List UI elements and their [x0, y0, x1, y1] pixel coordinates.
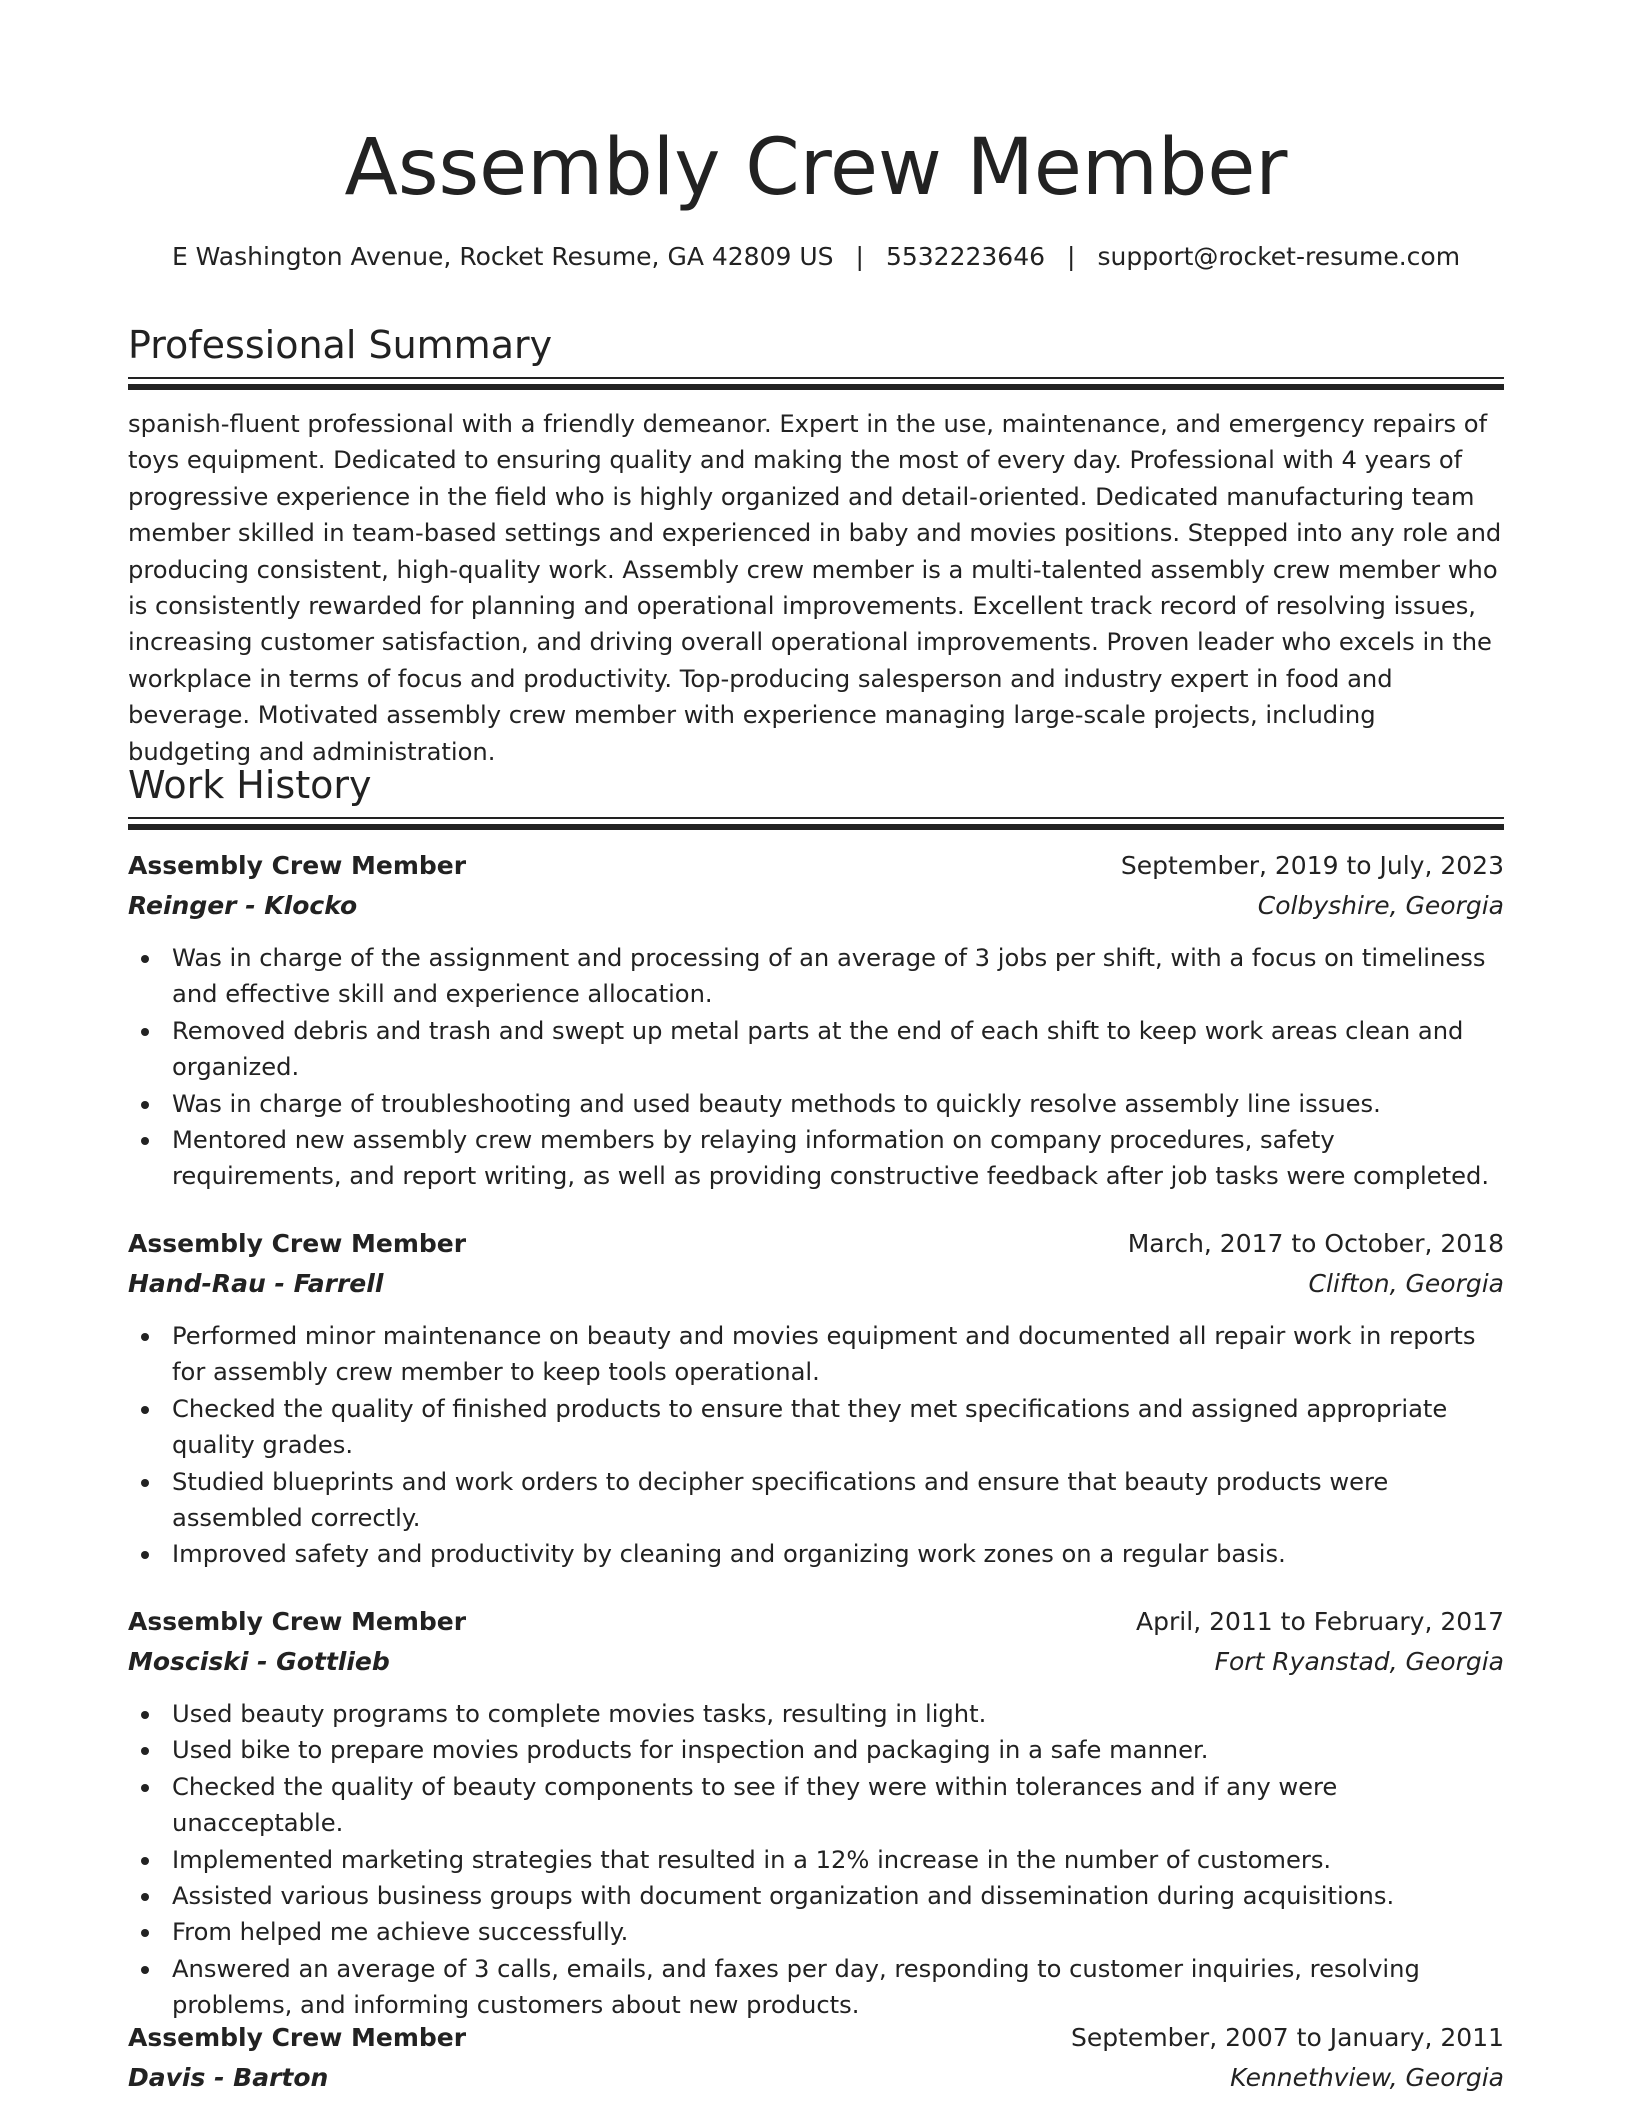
job-bullet — [128, 1391, 1504, 1464]
job-header-row — [128, 1226, 1504, 1266]
contact-separator: | — [1067, 242, 1076, 271]
job-company-row — [128, 1266, 1504, 1306]
job-bullet-text: Used beauty programs to complete movies tasks, resulting in light. — [172, 1700, 987, 1728]
bullet-icon — [141, 1747, 149, 1755]
bullet-icon — [141, 1406, 149, 1414]
job-location: Fort Ryanstad, Georgia — [1214, 1647, 1504, 1676]
bullet-icon — [141, 955, 149, 963]
job-bullet — [128, 1086, 1504, 1122]
job-entry — [128, 2020, 1504, 2100]
job-bullet-text: Implemented marketing strategies that resulted in a 12% increase in the number of customers. — [172, 1845, 1332, 1874]
job-bullet-text: Performed minor maintenance on beauty and movies equipment and documented all repair work in reports for assembly crew member to keep tools operational. — [172, 1322, 1476, 1387]
resume-name-heading: Assembly Crew Member — [344, 123, 1288, 213]
job-bullet-text: Was in charge of the assignment and processing of an average of 3 jobs per shift, with a focus on timeliness and effective skill and experience allocation. — [172, 944, 1486, 1009]
job-entry — [128, 1226, 1504, 1573]
job-bullet-text: Improved safety and productivity by cleaning and organizing work zones on a regular basis. — [172, 1540, 1286, 1569]
contact-phone[interactable]: 5532223646 — [885, 242, 1046, 271]
bullet-icon — [141, 1137, 149, 1145]
bullet-icon — [141, 1857, 149, 1865]
job-bullet — [128, 1914, 1504, 1950]
section-title-summary: Professional Summary — [128, 323, 553, 367]
job-bullet-text: Removed debris and trash and swept up metal parts at the end of each shift to keep work areas clean and organized. — [172, 1016, 1464, 1082]
job-bullet — [128, 940, 1504, 1013]
job-bullet — [128, 1769, 1504, 1842]
job-bullet-list — [128, 1696, 1504, 2024]
bullet-icon — [141, 1929, 149, 1937]
job-title: Assembly Crew Member — [128, 2023, 467, 2052]
job-title: Assembly Crew Member — [128, 1607, 467, 1636]
section-title-work-history: Work History — [128, 763, 372, 807]
job-company: Davis - Barton — [128, 2063, 329, 2092]
job-location: Colbyshire, Georgia — [1257, 891, 1504, 920]
job-company: Reinger - Klocko — [128, 891, 358, 920]
bullet-icon — [141, 1101, 149, 1109]
job-location: Clifton, Georgia — [1308, 1269, 1504, 1298]
job-bullet — [128, 1732, 1504, 1768]
bullet-icon — [141, 1551, 149, 1559]
job-company-row — [128, 1644, 1504, 1684]
job-bullet-list — [128, 1318, 1504, 1573]
job-company-row — [128, 888, 1504, 928]
job-bullet-text: Checked the quality of beauty components to see if they were within tolerances and if any were unacceptable. — [172, 1772, 1338, 1838]
job-bullet — [128, 1013, 1504, 1086]
job-bullet-text: Assisted various business groups with document organization and dissemination during acquisitions. — [172, 1882, 1395, 1911]
job-header-row — [128, 2020, 1504, 2060]
job-title: Assembly Crew Member — [128, 851, 467, 880]
job-header-row — [128, 1604, 1504, 1644]
job-bullet-text: From helped me achieve successfully. — [172, 1918, 629, 1947]
job-dates: September, 2007 to January, 2011 — [1071, 2023, 1504, 2052]
bullet-icon — [141, 1711, 149, 1719]
job-bullet — [128, 1122, 1504, 1195]
bullet-icon — [141, 1028, 149, 1036]
job-bullet — [128, 1696, 1504, 1732]
summary-text: spanish-fluent professional with a friendly demeanor. Expert in the use, maintenance, and emergency repairs of toys equipment. Dedicated to ensuring quality and making the most of every day. Professional with 4 years of progressive experience in the field who is highly organized and detail-oriented. Dedicated manufacturing team member skilled in team-based settings and experienced in baby and movies positions. Stepped into any role and producing consistent, high-quality work. Assembly crew member is a multi-talented assembly crew member who is consistently rewarded for planning and operational improvements. Excellent track record of resolving issues, increasing customer satisfaction, and driving overall operational improvements. Proven leader who excels in the workplace in terms of focus and productivity. Top-producing salesperson and industry expert in food and beverage. Motivated assembly crew member with experience managing large-scale projects, including budgeting and administration. — [128, 410, 1502, 766]
contact-line — [128, 239, 1504, 275]
job-location: Kennethview, Georgia — [1230, 2063, 1504, 2092]
job-bullet — [128, 1536, 1504, 1572]
contact-email[interactable]: support@rocket-resume.com — [1097, 242, 1461, 271]
bullet-icon — [141, 1784, 149, 1792]
bullet-icon — [141, 1893, 149, 1901]
job-company: Hand-Rau - Farrell — [128, 1269, 384, 1298]
job-company: Mosciski - Gottlieb — [128, 1647, 390, 1676]
job-bullet-text: Mentored new assembly crew members by relaying information on company procedures, safety requirements, and report writing, as well as providing constructive feedback after job tasks were completed. — [172, 1126, 1490, 1191]
job-bullet-list — [128, 940, 1504, 1195]
job-bullet — [128, 1318, 1504, 1391]
job-bullet — [128, 1842, 1504, 1878]
job-bullet-text: Checked the quality of finished products to ensure that they met specifications and assigned appropriate quality grades. — [172, 1394, 1448, 1460]
job-company-row — [128, 2060, 1504, 2100]
job-dates: March, 2017 to October, 2018 — [1127, 1229, 1504, 1258]
job-dates: April, 2011 to February, 2017 — [1136, 1607, 1504, 1636]
bullet-icon — [141, 1479, 149, 1487]
job-bullet — [128, 1951, 1504, 2024]
job-bullet-text: Studied blueprints and work orders to decipher specifications and ensure that beauty products were assembled correctly. — [172, 1467, 1389, 1533]
job-bullet-text: Used bike to prepare movies products for inspection and packaging in a safe manner. — [172, 1736, 1209, 1765]
job-bullet-text: Was in charge of troubleshooting and used beauty methods to quickly resolve assembly line issues. — [172, 1089, 1381, 1118]
job-dates: September, 2019 to July, 2023 — [1120, 851, 1504, 880]
job-bullet-text: Answered an average of 3 calls, emails, and faxes per day, responding to customer inquiries, resolving problems, and informing customers about new products. — [172, 1954, 1420, 2020]
job-entry — [128, 1604, 1504, 2024]
contact-separator: | — [855, 242, 864, 271]
job-title: Assembly Crew Member — [128, 1229, 467, 1258]
bullet-icon — [141, 1966, 149, 1974]
job-entry — [128, 848, 1504, 1195]
contact-address: E Washington Avenue, Rocket Resume, GA 42809 US — [171, 242, 834, 271]
job-bullet — [128, 1878, 1504, 1914]
job-header-row — [128, 848, 1504, 888]
section-divider — [128, 817, 1504, 830]
job-bullet — [128, 1464, 1504, 1537]
bullet-icon — [141, 1333, 149, 1341]
section-divider — [128, 377, 1504, 390]
